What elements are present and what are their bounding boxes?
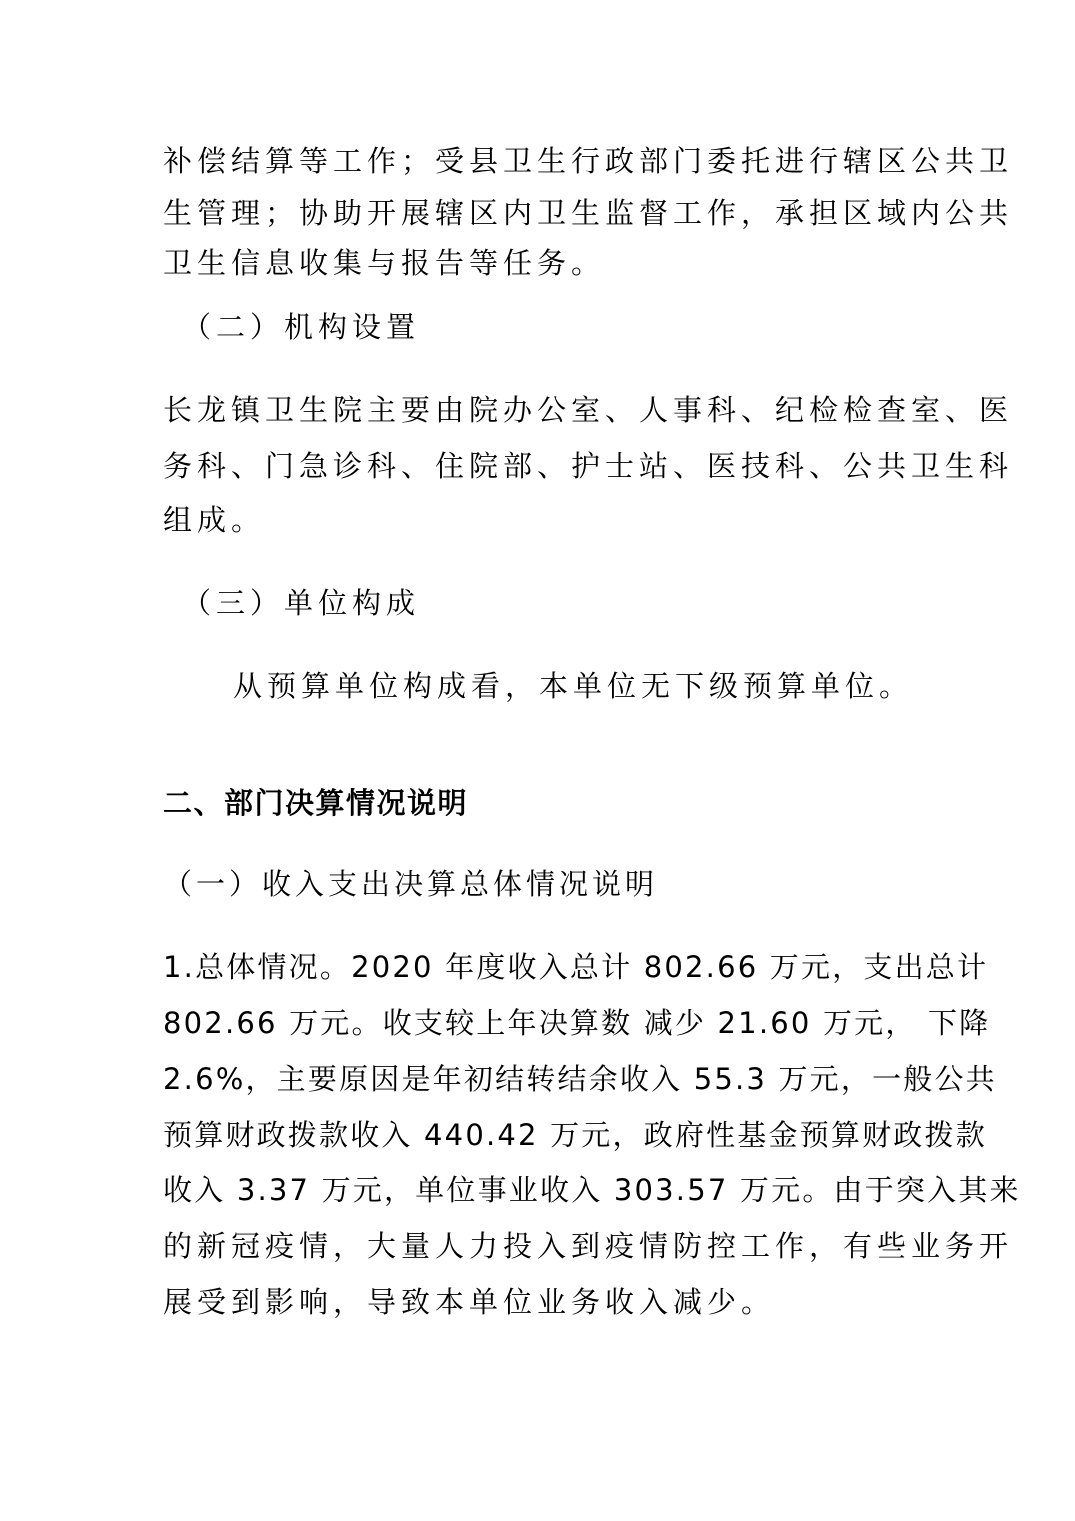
paragraph-line: 长龙镇卫生院主要由院办公室、人事科、纪检检查室、医 — [163, 393, 1014, 427]
paragraph-line: 2.6%，主要原因是年初结转结余收入 55.3 万元，一般公共 — [163, 1062, 997, 1096]
paragraph-line: 展受到影响，导致本单位业务收入减少。 — [163, 1285, 776, 1319]
section-heading-org-setup: （二）机构设置 — [182, 310, 421, 344]
paragraph-line: 从预算单位构成看，本单位无下级预算单位。 — [233, 669, 914, 703]
paragraph-line: 组成。 — [163, 503, 266, 537]
paragraph-line: 卫生信息收集与报告等任务。 — [163, 246, 606, 280]
paragraph-line: 补偿结算等工作；受县卫生行政部门委托进行辖区公共卫 — [163, 144, 1014, 178]
paragraph-line: 务科、门急诊科、住院部、护士站、医技科、公共卫生科 — [163, 449, 1014, 483]
paragraph-line: 生管理；协助开展辖区内卫生监督工作，承担区域内公共 — [163, 196, 1014, 230]
part-two-heading: 二、部门决算情况说明 — [163, 786, 469, 820]
paragraph-line: 802.66 万元。收支较上年决算数 减少 21.60 万元， 下降 — [163, 1006, 991, 1040]
section-heading-unit-composition: （三）单位构成 — [182, 586, 421, 620]
paragraph-line: 收入 3.37 万元，单位事业收入 303.57 万元。由于突入其来 — [163, 1173, 1021, 1207]
paragraph-line: 的新冠疫情，大量人力投入到疫情防控工作，有些业务开 — [163, 1229, 1014, 1263]
part-two-subheading: （一）收入支出决算总体情况说明 — [163, 867, 659, 901]
paragraph-line: 预算财政拨款收入 440.42 万元，政府性基金预算财政拨款 — [163, 1118, 987, 1152]
paragraph-line: 1.总体情况。2020 年度收入总计 802.66 万元，支出总计 — [163, 950, 989, 984]
